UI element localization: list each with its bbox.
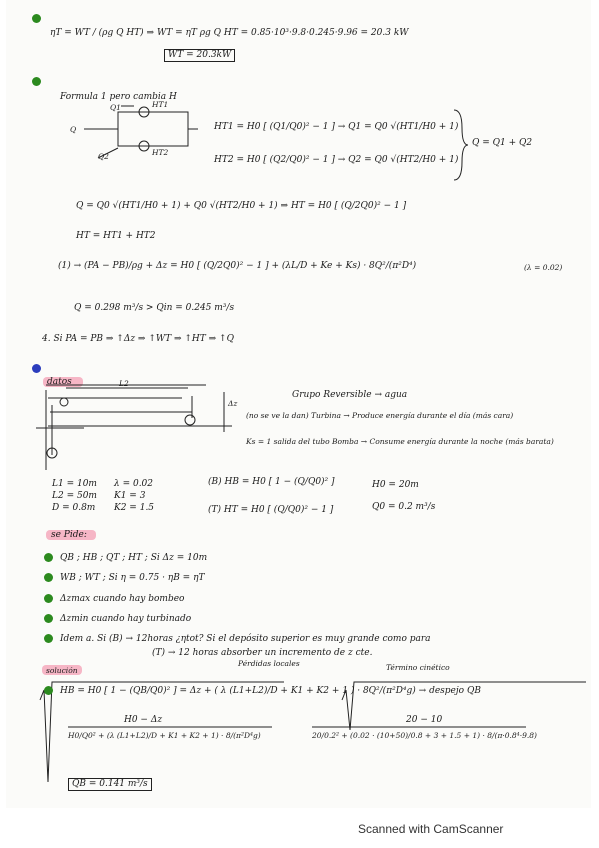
qb-numerator: H0 − Δz xyxy=(124,715,163,725)
energy-equation: (1) → (PA − PB)/ρg + Δz = H0 [ (Q/2Q0)² − 1 ] + (λL/D + Ke + Ks) · 8Q²/(π²D⁴) xyxy=(58,261,417,271)
scanner-watermark: Scanned with CamScanner xyxy=(358,822,504,836)
pide-label: se Pide: xyxy=(51,530,87,540)
ht2-equation: HT2 = H0 [ (Q2/Q0)² − 1 ] → Q2 = Q0 √(HT2/H0 + 1) xyxy=(214,155,459,165)
annotation-local-losses: Pérdidas locales xyxy=(238,659,300,668)
solucion-label: solución xyxy=(46,666,78,675)
item-marker-green xyxy=(44,686,53,695)
data-l2: L2 = 50m xyxy=(52,491,97,501)
lambda-note: (λ = 0.02) xyxy=(524,263,563,272)
turbine-power-result: WT = 20.3kW xyxy=(164,49,235,62)
delta-z-label: Δz xyxy=(228,399,238,408)
data-l1: L1 = 10m xyxy=(52,479,97,489)
h0-value: H0 = 20m xyxy=(372,480,419,490)
item-marker-green xyxy=(44,573,53,582)
item-marker-green xyxy=(44,614,53,623)
ht2-label: HT2 xyxy=(152,148,169,157)
qb-result: QB = 0.141 m³/s xyxy=(68,778,152,791)
pump-curve: (B) HB = H0 [ 1 − (Q/Q0)² ] xyxy=(208,477,335,487)
flow-values: Q = 0.298 m³/s > Qin = 0.245 m³/s xyxy=(74,303,235,313)
turbine-curve: (T) HT = H0 [ (Q/Q0)² − 1 ] xyxy=(208,505,334,515)
note-turbine: (no se ve la dan) Turbina → Produce energía durante el día (más cara) xyxy=(246,411,514,420)
scanned-page xyxy=(6,0,591,808)
ht1-equation: HT1 = H0 [ (Q1/Q0)² − 1 ] → Q1 = Q0 √(HT1/H0 + 1) xyxy=(214,122,459,132)
datos-label: datos xyxy=(47,377,72,387)
qb-numerator-values: 20 − 10 xyxy=(406,715,443,725)
data-k1: K1 = 3 xyxy=(114,491,146,501)
task-a: QB ; HB ; QT ; HT ; Si Δz = 10m xyxy=(60,553,208,563)
item-marker-green xyxy=(44,553,53,562)
data-d: D = 0.8m xyxy=(52,503,96,513)
task-b: WB ; WT ; Si η = 0.75 · ηB = ηT xyxy=(60,573,205,583)
pump-head-equation: HB = H0 [ 1 − (QB/Q0)² ] = Δz + ( λ (L1+L2)/D + K1 + K2 + 1 ) · 8Q²/(π²D⁴g) → despejo QB xyxy=(60,686,481,696)
annotation-kinetic-term: Término cinético xyxy=(386,663,450,672)
item-marker-green xyxy=(44,594,53,603)
task-e: Idem a. Si (B) → 12horas ¿ηtot? Si el depósito superior es muy grande como para xyxy=(60,634,431,644)
conclusion-line: 4. Si PA = PB ⇒ ↑Δz ⇒ ↑WT ⇒ ↑HT ⇒ ↑Q xyxy=(42,334,234,344)
data-lambda: λ = 0.02 xyxy=(114,479,154,489)
note-reversible: Grupo Reversible → agua xyxy=(292,390,408,400)
q0-value: Q0 = 0.2 m³/s xyxy=(372,502,436,512)
item-marker-green xyxy=(44,634,53,643)
ht1-label: HT1 xyxy=(152,100,169,109)
q-equation: Q = Q0 √(HT1/H0 + 1) + Q0 √(HT2/H0 + 1) ⇒ HT = H0 [ (Q/2Q0)² − 1 ] xyxy=(76,201,407,211)
q1-label: Q1 xyxy=(110,103,121,112)
turbine-power-equation: ηT = WT / (ρg Q HT) ⇒ WT = ηT ρg Q HT = 0.85·10³·9.8·0.245·9.96 = 20.3 kW xyxy=(50,28,409,38)
task-d: Δzmin cuando hay turbinado xyxy=(60,614,192,624)
data-k2: K2 = 1.5 xyxy=(114,503,155,513)
qb-denominator-values: 20/0.2² + (0.02 · (10+50)/0.8 + 3 + 1.5 + 1) · 8/(π·0.8⁴·9.8) xyxy=(312,731,537,740)
ht-sum-equation: HT = HT1 + HT2 xyxy=(76,231,156,241)
formula-note: Formula 1 pero cambia H xyxy=(60,92,177,102)
q2-label: Q2 xyxy=(98,152,109,161)
q-label: Q xyxy=(70,125,77,134)
task-c: Δzmax cuando hay bombeo xyxy=(60,594,185,604)
task-e-cont: (T) → 12 horas absorber un incremento de z cte. xyxy=(152,648,373,658)
l2-label: L2 xyxy=(119,379,129,388)
flow-sum: Q = Q1 + Q2 xyxy=(472,138,533,148)
note-pump: Ks = 1 salida del tubo Bomba → Consume energía durante la noche (más barata) xyxy=(246,437,554,446)
qb-denominator: H0/Q0² + (λ (L1+L2)/D + K1 + K2 + 1) · 8/(π²D⁴g) xyxy=(68,731,261,740)
